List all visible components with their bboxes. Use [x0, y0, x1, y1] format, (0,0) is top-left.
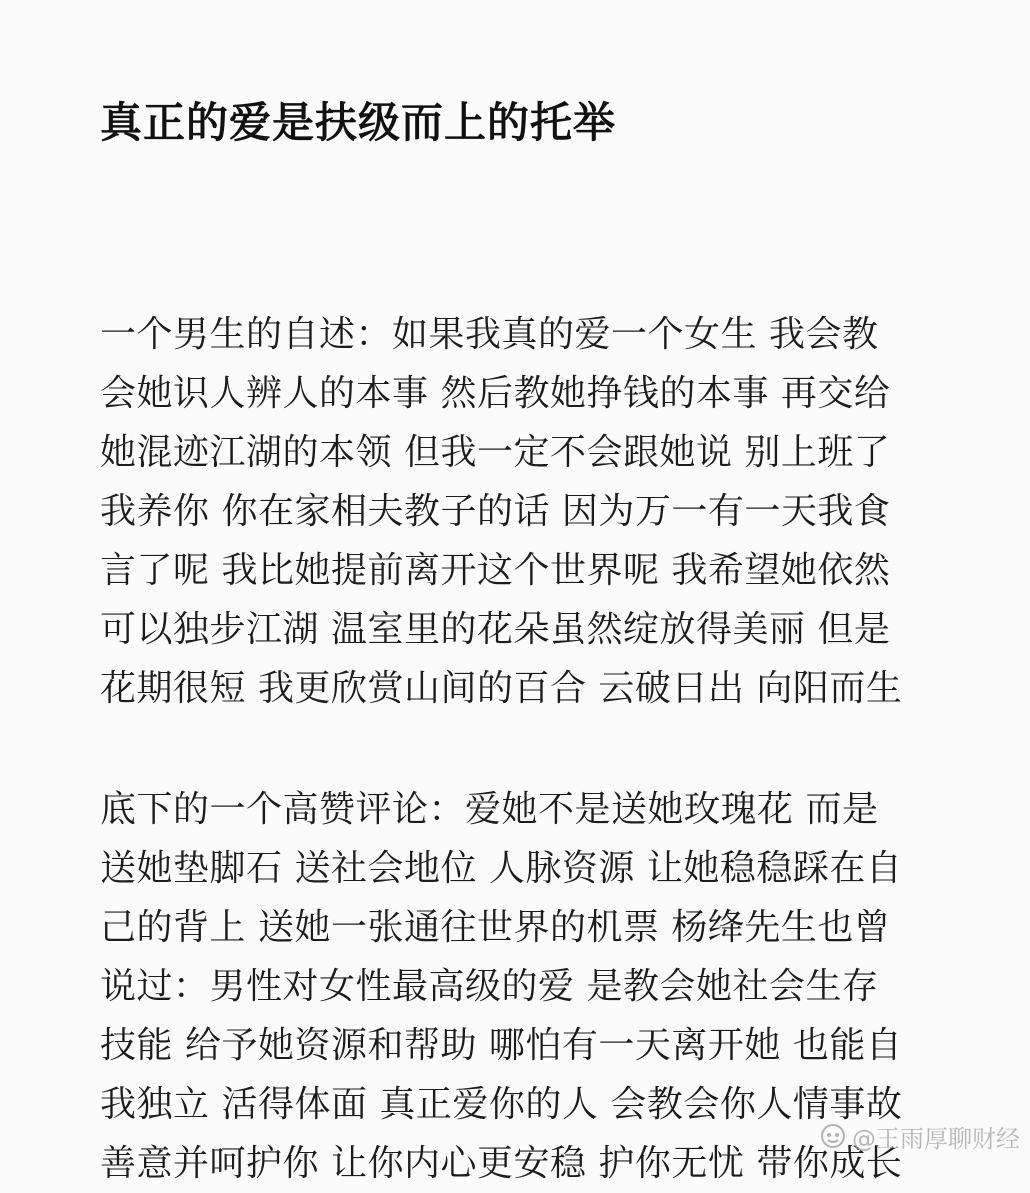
text-line: 我养你 你在家相夫教子的话 因为万一有一天我食 — [100, 491, 891, 532]
watermark-text: @王雨厚聊财经 — [852, 1124, 1020, 1153]
text-line: 我独立 活得体面 真正爱你的人 会教会你人情事故 — [100, 1084, 903, 1125]
text-line: 技能 给予她资源和帮助 哪怕有一天离开她 也能自 — [100, 1025, 903, 1066]
watermark — [820, 1118, 1020, 1154]
text-line: 善意并呵护你 让你内心更安稳 护你无忧 带你成长 — [100, 1143, 903, 1184]
text-line: 花期很短 我更欣赏山间的百合 云破日出 向阳而生 — [100, 668, 903, 709]
text-line: 己的背上 送她一张通往世界的机票 杨绛先生也曾 — [100, 907, 891, 948]
text-line: 送她垫脚石 送社会地位 人脉资源 让她稳稳踩在自 — [100, 848, 903, 889]
text-line: 会她识人辨人的本事 然后教她挣钱的本事 再交给 — [100, 373, 891, 414]
text-line: 一个男生的自述：如果我真的爱一个女生 我会教 — [100, 314, 879, 355]
text-line: 可以独步江湖 温室里的花朵虽然绽放得美丽 但是 — [100, 609, 891, 650]
text-line: 说过：男性对女性最高级的爱 是教会她社会生存 — [100, 966, 879, 1007]
text-line: 底下的一个高赞评论：爱她不是送她玫瑰花 而是 — [100, 789, 879, 830]
paragraph-self-statement — [100, 305, 970, 718]
text-line: 言了呢 我比她提前离开这个世界呢 我希望她依然 — [100, 550, 891, 591]
platform-logo-icon — [820, 1123, 846, 1149]
article-title: 真正的爱是扶级而上的托举 — [100, 98, 617, 147]
text-line: 她混迹江湖的本领 但我一定不会跟她说 别上班了 — [100, 432, 891, 473]
